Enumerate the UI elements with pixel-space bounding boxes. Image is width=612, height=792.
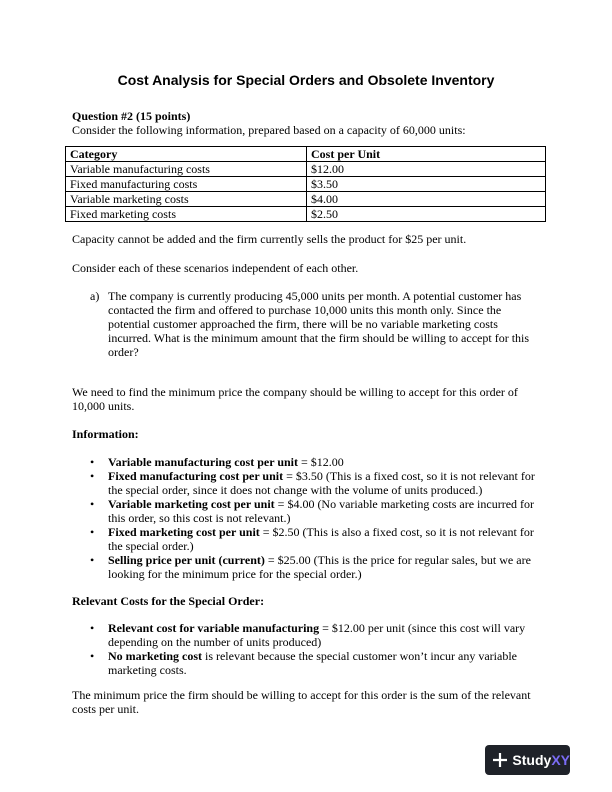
table-cell-category: Variable marketing costs [66, 192, 307, 207]
bullet-icon: • [90, 469, 95, 483]
table-row [66, 207, 546, 222]
table-cell-cost: $3.50 [307, 177, 546, 192]
question-heading: Question #2 (15 points) [72, 109, 191, 123]
table-row [66, 192, 546, 207]
question-intro: Consider the following information, prepared based on a capacity of 60,000 units: [72, 123, 466, 137]
logo-text-accent: XY [551, 752, 570, 768]
bullet-icon: • [90, 497, 95, 511]
item-text: = $4.00 (No variable marketing costs are incurred for this order, so this cost is not relevant.) [108, 497, 535, 525]
item-label: Fixed manufacturing cost per unit [108, 469, 284, 483]
table-cell-category: Fixed manufacturing costs [66, 177, 307, 192]
bullet-icon: • [90, 525, 95, 539]
item-text: = $12.00 [298, 455, 344, 469]
list-item [90, 497, 540, 525]
table-row [66, 162, 546, 177]
bullet-icon: • [90, 621, 95, 635]
table-cell-cost: $2.50 [307, 207, 546, 222]
list-item [90, 469, 540, 497]
list-item [90, 649, 540, 677]
relevant-list [90, 621, 540, 677]
para-scenarios: Consider each of these scenarios independent of each other. [72, 261, 359, 275]
table-cell-cost: $12.00 [307, 162, 546, 177]
table-header-category: Category [66, 147, 307, 162]
table-cell-category: Variable manufacturing costs [66, 162, 307, 177]
relevant-heading: Relevant Costs for the Special Order: [72, 594, 265, 608]
list-item [90, 621, 540, 649]
para-final: The minimum price the firm should be willing to accept for this order is the sum of the relevant costs per unit. [72, 688, 531, 716]
para-capacity: Capacity cannot be added and the firm currently sells the product for $25 per unit. [72, 232, 467, 246]
item-label: Selling price per unit (current) [108, 553, 265, 567]
table-cell-category: Fixed marketing costs [66, 207, 307, 222]
item-text: = $3.50 (This is a fixed cost, so it is not relevant for the special order, since it does not change with the volume of units produced.) [108, 469, 535, 497]
item-text: = $2.50 (This is also a fixed cost, so it is not relevant for the special order.) [108, 525, 534, 553]
item-label: Fixed marketing cost per unit [108, 525, 260, 539]
list-item [90, 455, 540, 469]
page-title: Cost Analysis for Special Orders and Obsolete Inventory [117, 72, 495, 88]
bullet-icon: • [90, 553, 95, 567]
part-a [90, 289, 530, 359]
list-item [90, 525, 540, 553]
cost-table [65, 146, 546, 222]
table-header-cost: Cost per Unit [307, 147, 546, 162]
list-item [90, 553, 540, 581]
item-label: No marketing cost [108, 649, 202, 663]
bullet-icon: • [90, 649, 95, 663]
info-heading: Information: [72, 427, 139, 441]
bullet-icon: • [90, 455, 95, 469]
item-label: Relevant cost for variable manufacturing [108, 621, 320, 635]
table-cell-cost: $4.00 [307, 192, 546, 207]
info-list [90, 455, 540, 581]
table-header-row [66, 147, 546, 162]
table-row [66, 177, 546, 192]
item-text: = $12.00 per unit (since this cost will vary depending on the number of units produced) [108, 621, 526, 649]
plus-icon [491, 749, 508, 771]
item-label: Variable marketing cost per unit [108, 497, 275, 511]
item-label: Variable manufacturing cost per unit [108, 455, 299, 469]
item-text: = $25.00 (This is the price for regular sales, but we are looking for the minimum price for the special order.) [108, 553, 531, 581]
para-need: We need to find the minimum price the company should be willing to accept for this order of 10,000 units. [72, 385, 518, 413]
item-text: is relevant because the special customer won’t incur any variable marketing costs. [108, 649, 517, 677]
part-a-label: a) [90, 289, 100, 303]
studyxy-logo [485, 745, 570, 775]
part-a-text: The company is currently producing 45,000 units per month. A potential customer has contacted the firm and offered to purchase 10,000 units this month only. Since the potential customer approached the firm, there will be no variable marketing costs incurred. What is the minimum amount that the firm should be willing to accept for this order? [108, 289, 530, 359]
logo-text: Study [512, 752, 552, 768]
